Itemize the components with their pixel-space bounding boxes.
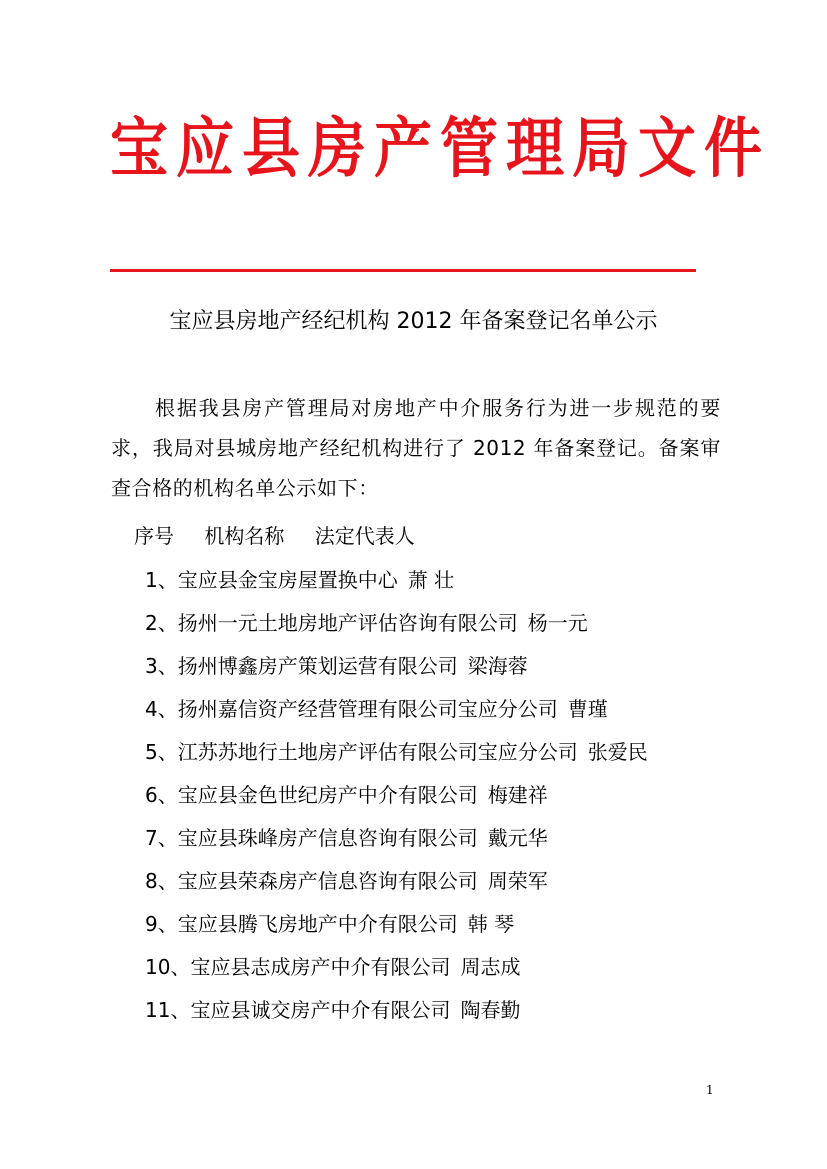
list-item [145, 648, 745, 691]
agency-number: 5、 [145, 740, 178, 764]
agency-legal-representative: 陶春勤 [460, 998, 521, 1022]
document-header-title: 宝应县房产管理局文件 [110, 109, 771, 187]
agency-legal-representative: 周志成 [460, 955, 521, 979]
agency-legal-representative: 戴元华 [487, 826, 548, 850]
list-item [145, 820, 745, 863]
agency-name: 江苏苏地行土地房产评估有限公司宝应分公司 [177, 740, 578, 764]
column-header-number: 序号 [134, 524, 174, 548]
list-column-header [134, 518, 415, 554]
agency-number: 4、 [145, 697, 178, 721]
agency-legal-representative: 萧 壮 [407, 568, 455, 592]
column-header-legal-representative: 法定代表人 [314, 524, 415, 548]
red-divider-line [110, 269, 696, 272]
list-item [145, 949, 745, 992]
agency-number: 11、 [145, 998, 191, 1022]
page-number: 1 [706, 1083, 714, 1097]
list-item [145, 906, 745, 949]
list-item [145, 777, 745, 820]
agency-name: 宝应县志成房产中介有限公司 [190, 955, 451, 979]
column-header-agency-name: 机构名称 [204, 524, 285, 548]
agency-legal-representative: 杨一元 [527, 611, 588, 635]
list-item [145, 562, 745, 605]
list-item [145, 863, 745, 906]
list-item [145, 691, 745, 734]
agency-number: 6、 [145, 783, 178, 807]
agency-number: 7、 [145, 826, 178, 850]
agency-name: 宝应县荣森房产信息咨询有限公司 [177, 869, 478, 893]
agency-legal-representative: 梁海蓉 [467, 654, 528, 678]
agency-legal-representative: 周荣军 [487, 869, 548, 893]
agency-name: 扬州一元土地房地产评估咨询有限公司 [177, 611, 518, 635]
agency-number: 2、 [145, 611, 178, 635]
agency-name: 宝应县珠峰房产信息咨询有限公司 [177, 826, 478, 850]
agency-legal-representative: 梅建祥 [487, 783, 548, 807]
agency-legal-representative: 曹瑾 [567, 697, 608, 721]
agency-name: 宝应县金宝房屋置换中心 [177, 568, 398, 592]
agency-number: 1、 [145, 568, 178, 592]
agency-legal-representative: 韩 琴 [467, 912, 515, 936]
list-item [145, 992, 745, 1035]
agency-legal-representative: 张爱民 [587, 740, 648, 764]
list-item [145, 605, 745, 648]
agency-number: 8、 [145, 869, 178, 893]
notice-intro-paragraph: 根据我县房产管理局对房地产中介服务行为进一步规范的要求，我局对县城房地产经纪机构进行了 2012 年备案登记。备案审查合格的机构名单公示如下： [111, 396, 721, 500]
agency-number: 9、 [145, 912, 178, 936]
notice-title: 宝应县房地产经纪机构 2012 年备案登记名单公示 [169, 309, 658, 334]
agency-number: 3、 [145, 654, 178, 678]
agency-name: 宝应县腾飞房地产中介有限公司 [177, 912, 458, 936]
agency-name: 扬州博鑫房产策划运营有限公司 [177, 654, 458, 678]
agency-list [145, 562, 745, 1035]
agency-name: 扬州嘉信资产经营管理有限公司宝应分公司 [177, 697, 558, 721]
agency-name: 宝应县诚交房产中介有限公司 [190, 998, 451, 1022]
agency-number: 10、 [145, 955, 191, 979]
list-item [145, 734, 745, 777]
agency-name: 宝应县金色世纪房产中介有限公司 [177, 783, 478, 807]
